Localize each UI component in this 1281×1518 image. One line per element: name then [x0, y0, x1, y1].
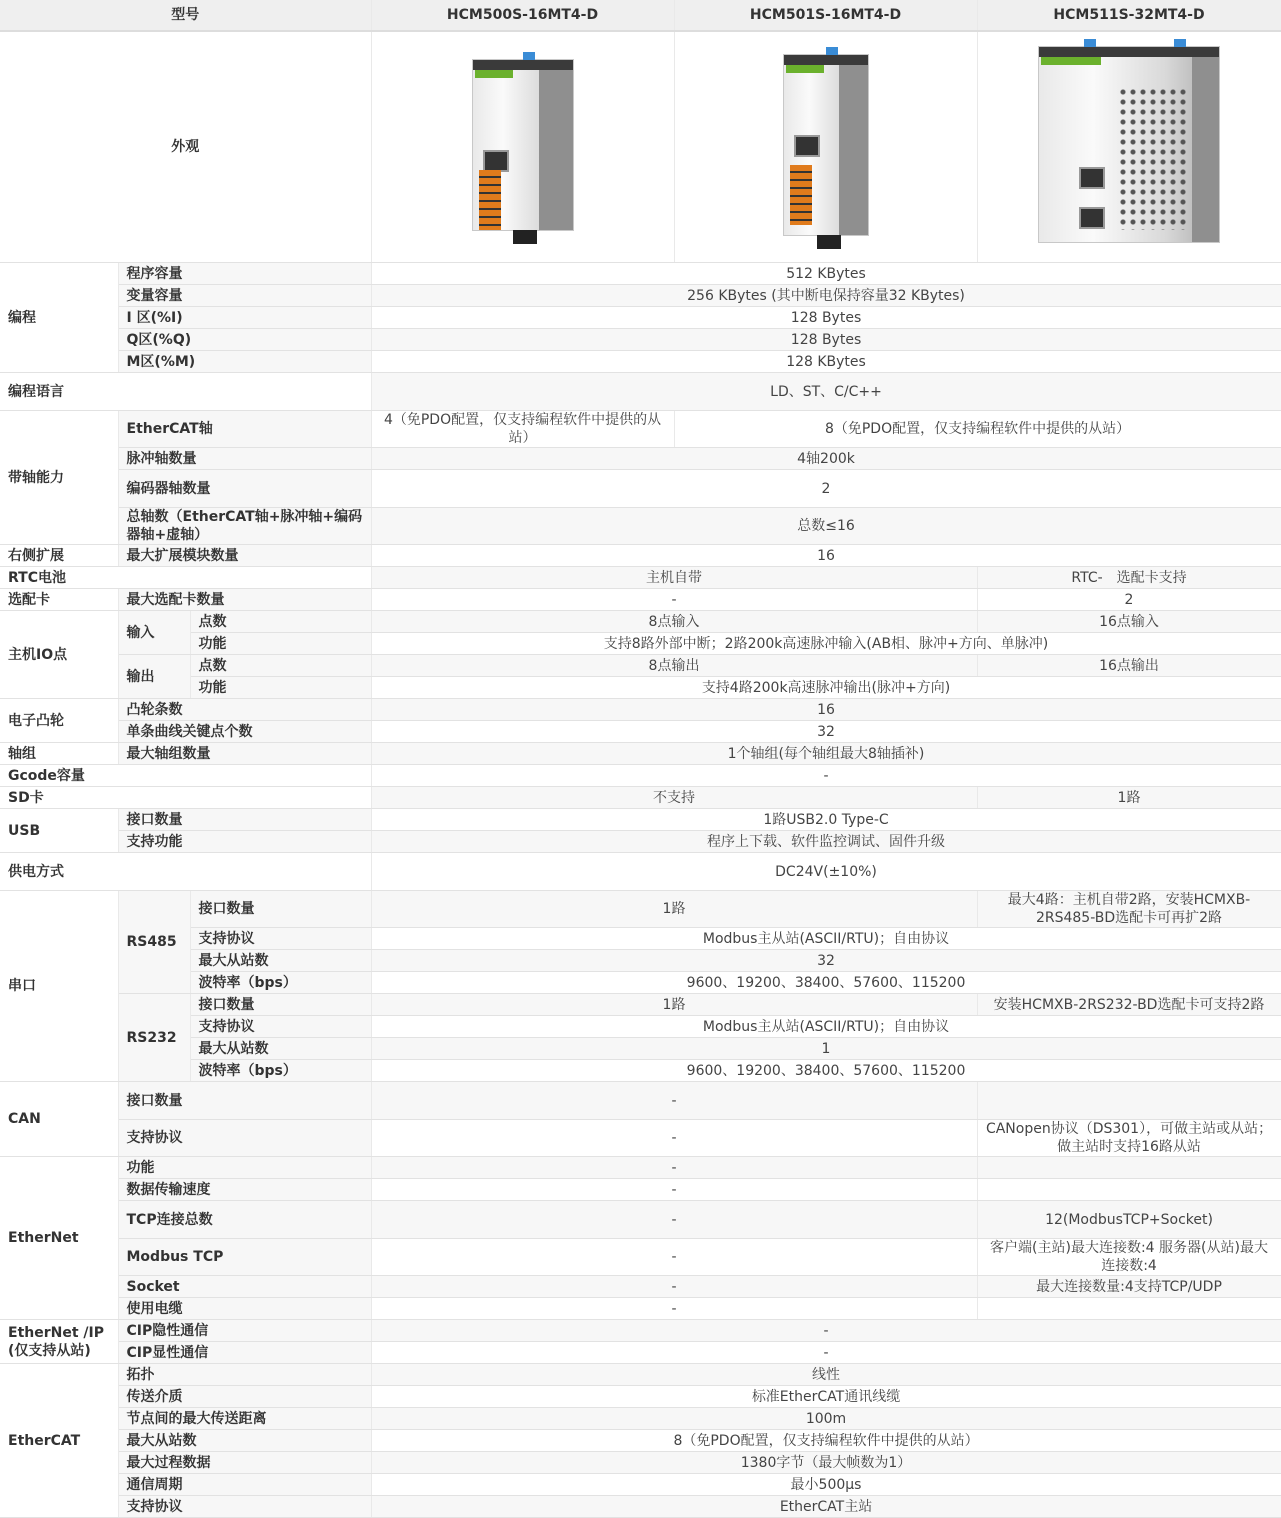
table-row — [0, 351, 1281, 373]
row-label: 单条曲线关键点个数 — [118, 721, 371, 743]
value-cell: Modbus主从站(ASCII/RTU)；自由协议 — [371, 1016, 1281, 1038]
table-row — [0, 1430, 1281, 1452]
column-header: HCM501S-16MT4-D — [674, 0, 977, 31]
appearance-cell — [977, 31, 1281, 263]
row-label: 功能 — [190, 633, 371, 655]
row-label: 拓扑 — [118, 1364, 371, 1386]
value-cell: 支持8路外部中断；2路200k高速脉冲输入(AB相、脉冲+方向、单脉冲) — [371, 633, 1281, 655]
column-header: HCM511S-32MT4-D — [977, 0, 1281, 31]
value-cell — [977, 1179, 1281, 1201]
value-cell: 32 — [371, 950, 1281, 972]
table-row — [0, 1496, 1281, 1518]
table-row — [0, 853, 1281, 891]
row-label: 支持协议 — [118, 1120, 371, 1157]
value-cell: - — [371, 589, 977, 611]
table-row — [0, 545, 1281, 567]
value-cell: 512 KBytes — [371, 263, 1281, 285]
table-row — [0, 972, 1281, 994]
value-cell: - — [371, 1201, 977, 1239]
table-row — [0, 448, 1281, 470]
table-row — [0, 589, 1281, 611]
value-cell: 总数≤16 — [371, 508, 1281, 545]
value-cell: 8（免PDO配置，仅支持编程软件中提供的从站） — [371, 1430, 1281, 1452]
row-label: 编码器轴数量 — [118, 470, 371, 508]
value-cell: LD、ST、C/C++ — [371, 373, 1281, 411]
row-label: 传送介质 — [118, 1386, 371, 1408]
table-row — [0, 928, 1281, 950]
group-label: CAN — [0, 1082, 118, 1157]
table-row — [0, 470, 1281, 508]
row-label: 最大从站数 — [190, 950, 371, 972]
table-row — [0, 1120, 1281, 1157]
value-cell: Modbus主从站(ASCII/RTU)；自由协议 — [371, 928, 1281, 950]
group-label: 选配卡 — [0, 589, 118, 611]
product-image-hcm501s — [783, 54, 869, 236]
row-label: 最大轴组数量 — [118, 743, 371, 765]
row-label: 输入 — [118, 611, 190, 655]
value-cell: 安装HCMXB-2RS232-BD选配卡可支持2路 — [977, 994, 1281, 1016]
table-row — [0, 263, 1281, 285]
appearance-cell — [371, 31, 674, 263]
group-label: EtherNet /IP (仅支持从站) — [0, 1320, 118, 1364]
table-row — [0, 1157, 1281, 1179]
table-row — [0, 307, 1281, 329]
product-image-hcm500s — [472, 59, 574, 231]
value-cell: 1路 — [977, 787, 1281, 809]
row-label: M区(%M) — [118, 351, 371, 373]
table-row — [0, 950, 1281, 972]
row-label: 波特率（bps） — [190, 1060, 371, 1082]
row-label: 波特率（bps） — [190, 972, 371, 994]
table-row — [0, 699, 1281, 721]
value-cell: 12(ModbusTCP+Socket) — [977, 1201, 1281, 1239]
row-label: 点数 — [190, 655, 371, 677]
table-row — [0, 787, 1281, 809]
value-cell: EtherCAT主站 — [371, 1496, 1281, 1518]
group-label: USB — [0, 809, 118, 853]
table-row — [0, 1179, 1281, 1201]
value-cell: 1路USB2.0 Type-C — [371, 809, 1281, 831]
table-row — [0, 373, 1281, 411]
value-cell: 支持4路200k高速脉冲输出(脉冲+方向) — [371, 677, 1281, 699]
column-header: 型号 — [0, 0, 371, 31]
value-cell: CANopen协议（DS301），可做主站或从站；做主站时支持16路从站 — [977, 1120, 1281, 1157]
value-cell: 100m — [371, 1408, 1281, 1430]
table-row — [0, 1239, 1281, 1276]
row-label: I 区(%I) — [118, 307, 371, 329]
value-cell: - — [371, 1342, 1281, 1364]
value-cell: 2 — [371, 470, 1281, 508]
row-label: 功能 — [190, 677, 371, 699]
table-row — [0, 831, 1281, 853]
row-label: Socket — [118, 1276, 371, 1298]
value-cell: 最大4路：主机自带2路，安装HCMXB-2RS485-BD选配卡可再扩2路 — [977, 891, 1281, 928]
value-cell: 1路 — [371, 891, 977, 928]
value-cell: RTC- 选配卡支持 — [977, 567, 1281, 589]
value-cell: 主机自带 — [371, 567, 977, 589]
row-label: 脉冲轴数量 — [118, 448, 371, 470]
group-label: 编程语言 — [0, 373, 371, 411]
table-row — [0, 1386, 1281, 1408]
row-label: 使用电缆 — [118, 1298, 371, 1320]
table-row — [0, 1452, 1281, 1474]
table-row — [0, 1201, 1281, 1239]
row-label: 最大从站数 — [190, 1038, 371, 1060]
group-label: 电子凸轮 — [0, 699, 118, 743]
row-label: 最大选配卡数量 — [118, 589, 371, 611]
group-label: 编程 — [0, 263, 118, 373]
row-label: 接口数量 — [118, 809, 371, 831]
value-cell: 16 — [371, 699, 1281, 721]
value-cell: 1 — [371, 1038, 1281, 1060]
table-row — [0, 721, 1281, 743]
row-label: 最大扩展模块数量 — [118, 545, 371, 567]
row-label: CIP显性通信 — [118, 1342, 371, 1364]
row-label: 接口数量 — [118, 1082, 371, 1120]
table-row — [0, 611, 1281, 633]
value-cell: - — [371, 1120, 977, 1157]
row-label: 输出 — [118, 655, 190, 699]
value-cell: 128 Bytes — [371, 329, 1281, 351]
value-cell: - — [371, 1298, 977, 1320]
appearance-cell — [674, 31, 977, 263]
value-cell: - — [371, 1276, 977, 1298]
table-row — [0, 891, 1281, 928]
value-cell: 1个轴组(每个轴组最大8轴插补) — [371, 743, 1281, 765]
value-cell: - — [371, 1239, 977, 1276]
value-cell — [977, 1157, 1281, 1179]
row-label: RS232 — [118, 994, 190, 1082]
row-label: 支持功能 — [118, 831, 371, 853]
group-label: 带轴能力 — [0, 411, 118, 545]
table-row — [0, 1038, 1281, 1060]
row-label: 功能 — [118, 1157, 371, 1179]
group-label: EtherCAT — [0, 1364, 118, 1518]
table-row — [0, 1364, 1281, 1386]
value-cell: 客户端(主站)最大连接数:4 服务器(从站)最大连接数:4 — [977, 1239, 1281, 1276]
value-cell: 16 — [371, 545, 1281, 567]
row-label: 最大从站数 — [118, 1430, 371, 1452]
header-row — [0, 0, 1281, 31]
row-label: 支持协议 — [118, 1496, 371, 1518]
value-cell: 32 — [371, 721, 1281, 743]
table-row — [0, 655, 1281, 677]
row-label: 支持协议 — [190, 1016, 371, 1038]
value-cell: 1路 — [371, 994, 977, 1016]
value-cell: 1380字节（最大帧数为1） — [371, 1452, 1281, 1474]
value-cell: - — [371, 1157, 977, 1179]
value-cell: - — [371, 1179, 977, 1201]
value-cell: 16点输出 — [977, 655, 1281, 677]
table-row — [0, 994, 1281, 1016]
group-label: 供电方式 — [0, 853, 371, 891]
value-cell: 程序上下载、软件监控调试、固件升级 — [371, 831, 1281, 853]
row-label: 最大过程数据 — [118, 1452, 371, 1474]
group-label: EtherNet — [0, 1157, 118, 1320]
table-row — [0, 1342, 1281, 1364]
value-cell: 256 KBytes (其中断电保持容量32 KBytes) — [371, 285, 1281, 307]
table-row — [0, 743, 1281, 765]
value-cell: 16点输入 — [977, 611, 1281, 633]
row-label: 接口数量 — [190, 994, 371, 1016]
row-label: 通信周期 — [118, 1474, 371, 1496]
table-row — [0, 1016, 1281, 1038]
row-label: 点数 — [190, 611, 371, 633]
row-label: EtherCAT轴 — [118, 411, 371, 448]
row-label: CIP隐性通信 — [118, 1320, 371, 1342]
value-cell: - — [371, 765, 1281, 787]
table-row — [0, 508, 1281, 545]
value-cell: DC24V(±10%) — [371, 853, 1281, 891]
table-row — [0, 1320, 1281, 1342]
row-label: 接口数量 — [190, 891, 371, 928]
table-row — [0, 285, 1281, 307]
value-cell: 最小500μs — [371, 1474, 1281, 1496]
row-label: 数据传输速度 — [118, 1179, 371, 1201]
value-cell: 标准EtherCAT通讯线缆 — [371, 1386, 1281, 1408]
table-row — [0, 1082, 1281, 1120]
row-label: Q区(%Q) — [118, 329, 371, 351]
value-cell: - — [371, 1320, 1281, 1342]
value-cell: 8点输出 — [371, 655, 977, 677]
table-row — [0, 765, 1281, 787]
row-label: TCP连接总数 — [118, 1201, 371, 1239]
table-row — [0, 567, 1281, 589]
row-label: 支持协议 — [190, 928, 371, 950]
value-cell: - — [371, 1082, 977, 1120]
row-label: 程序容量 — [118, 263, 371, 285]
table-row — [0, 329, 1281, 351]
table-row — [0, 809, 1281, 831]
table-row — [0, 677, 1281, 699]
value-cell: 4轴200k — [371, 448, 1281, 470]
value-cell — [977, 1082, 1281, 1120]
value-cell — [977, 1298, 1281, 1320]
row-label: 变量容量 — [118, 285, 371, 307]
table-row — [0, 1276, 1281, 1298]
product-image-hcm511s — [1038, 46, 1220, 243]
row-label: 凸轮条数 — [118, 699, 371, 721]
value-cell: 9600、19200、38400、57600、115200 — [371, 1060, 1281, 1082]
value-cell: 线性 — [371, 1364, 1281, 1386]
group-label: 主机IO点 — [0, 611, 118, 699]
value-cell: 不支持 — [371, 787, 977, 809]
value-cell: 8点输入 — [371, 611, 977, 633]
value-cell: 8（免PDO配置，仅支持编程软件中提供的从站） — [674, 411, 1281, 448]
value-cell: 128 KBytes — [371, 351, 1281, 373]
group-label: SD卡 — [0, 787, 371, 809]
row-label: RS485 — [118, 891, 190, 994]
group-label: Gcode容量 — [0, 765, 371, 787]
value-cell: 4（免PDO配置，仅支持编程软件中提供的从站） — [371, 411, 674, 448]
table-row — [0, 633, 1281, 655]
column-header: HCM500S-16MT4-D — [371, 0, 674, 31]
table-row — [0, 411, 1281, 448]
row-label: 节点间的最大传送距离 — [118, 1408, 371, 1430]
group-label: 串口 — [0, 891, 118, 1082]
value-cell: 128 Bytes — [371, 307, 1281, 329]
table-row — [0, 1474, 1281, 1496]
group-label: 外观 — [0, 31, 371, 263]
row-label: 总轴数（EtherCAT轴+脉冲轴+编码器轴+虚轴） — [118, 508, 371, 545]
group-label: RTC电池 — [0, 567, 371, 589]
value-cell: 2 — [977, 589, 1281, 611]
row-label: Modbus TCP — [118, 1239, 371, 1276]
table-row — [0, 31, 1281, 263]
table-row — [0, 1408, 1281, 1430]
table-row — [0, 1060, 1281, 1082]
group-label: 轴组 — [0, 743, 118, 765]
group-label: 右侧扩展 — [0, 545, 118, 567]
value-cell: 最大连接数量:4支持TCP/UDP — [977, 1276, 1281, 1298]
value-cell: 9600、19200、38400、57600、115200 — [371, 972, 1281, 994]
table-row — [0, 1298, 1281, 1320]
